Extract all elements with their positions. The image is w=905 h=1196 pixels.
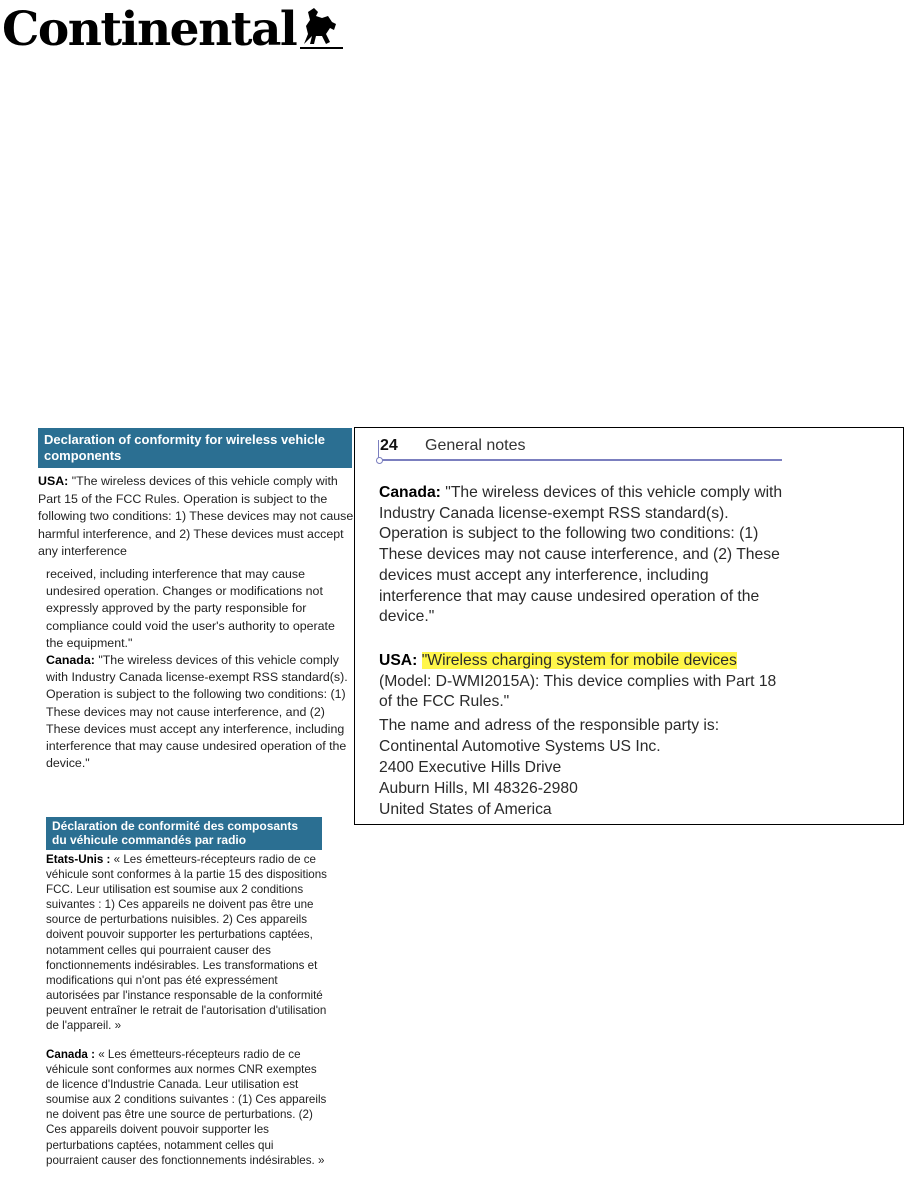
logo-underline (300, 47, 343, 49)
page-section-title: General notes (425, 437, 526, 454)
page-number: 24 (380, 437, 398, 454)
french-usa-label: Etats-Unis : (46, 853, 111, 866)
english-usa-label: USA: (38, 474, 69, 488)
address-line-country: United States of America (379, 801, 552, 818)
english-canada-paragraph (46, 652, 352, 772)
address-line-street: 2400 Executive Hills Drive (379, 759, 562, 776)
manual-usa-text: (Model: D-WMI2015A): This device complies with Part 18 of the FCC Rules." (379, 672, 777, 711)
manual-canada-text: "The wireless devices of this vehicle comply with Industry Canada license-exempt RSS standard(s). Operation is subject to the following two conditions: (1) These devices may not cause interference, and (2) These devices must accept any interference, including interference that may cause undesired operation of the device." (379, 484, 783, 626)
manual-usa-label: USA: (379, 652, 418, 669)
french-canada-text: « Les émetteurs-récepteurs radio de ce véhicule sont conformes aux normes CNR exemptes de licence d'Industrie Canada. Leur utilisation est soumise aux 2 conditions suivantes : (1) Ces appareils ne doivent pas être une source de perturbations. (2) Ces appareils doivent pouvoir supporter les perturbations captées, notamment celles qui pourraient causer des fonctionnements indésirables. » (46, 1048, 327, 1167)
french-canada-label: Canada : (46, 1048, 95, 1061)
manual-canada-paragraph (379, 483, 789, 628)
logo-wordmark: Continental (2, 2, 297, 57)
english-canada-text: "The wireless devices of this vehicle comply with Industry Canada license-exempt RSS standard(s). Operation is subject to the following two conditions: (1) These devices may not cause interference, and (2) These devices must accept any interference, including interference that may cause undesired operation of the device." (46, 653, 348, 771)
english-usa-paragraph-cont: received, including interference that may cause undesired operation. Changes or modifications not expressly approved by the party responsible for compliance could void the user's authority to operate the equipment." (46, 567, 335, 650)
french-usa-paragraph (46, 852, 328, 1033)
rearing-horse-icon (296, 4, 342, 48)
address-intro: The name and adress of the responsible party is: (379, 717, 720, 734)
french-usa-text: « Les émetteurs-récepteurs radio de ce véhicule sont conformes à la partie 15 des dispositions FCC. Leur utilisation est soumise aux 2 conditions suivantes : 1) Ces appareils ne doivent pas être une source de perturbations nuisibles. 2) Ces appareils doivent pouvoir supporter les perturbations captées, notamment celles qui pourraient causer des fonctionnements indésirables. Les transformations et modifications qui n'ont pas été expressément autorisées par l'instance responsable de la conformité peuvent entraîner le retrait de l'autorisation d'utilisation de l'appareil. » (46, 853, 327, 1033)
manual-usa-paragraph (379, 651, 789, 713)
continental-logo (0, 0, 345, 62)
french-canada-paragraph (46, 1047, 328, 1168)
responsible-party-address (379, 715, 789, 820)
manual-canada-label: Canada: (379, 484, 441, 501)
address-line-company: Continental Automotive Systems US Inc. (379, 738, 661, 755)
page-header-rule (378, 459, 782, 461)
page-header-dot (376, 457, 383, 464)
english-canada-label: Canada: (46, 653, 95, 667)
manual-usa-highlight: "Wireless charging system for mobile devices (421, 652, 737, 669)
english-usa-text-1: "The wireless devices of this vehicle comply with Part 15 of the FCC Rules. Operation is subject to the following two conditions: 1) These devices may not cause harmful interference, and 2) These devices must accept any interference (38, 474, 354, 559)
english-section-heading: Declaration of conformity for wireless vehicle components (38, 428, 352, 468)
french-section-heading: Déclaration de conformité des composants du véhicule commandés par radio (46, 817, 322, 850)
address-line-city: Auburn Hills, MI 48326-2980 (379, 780, 578, 797)
english-usa-paragraph (38, 473, 354, 561)
